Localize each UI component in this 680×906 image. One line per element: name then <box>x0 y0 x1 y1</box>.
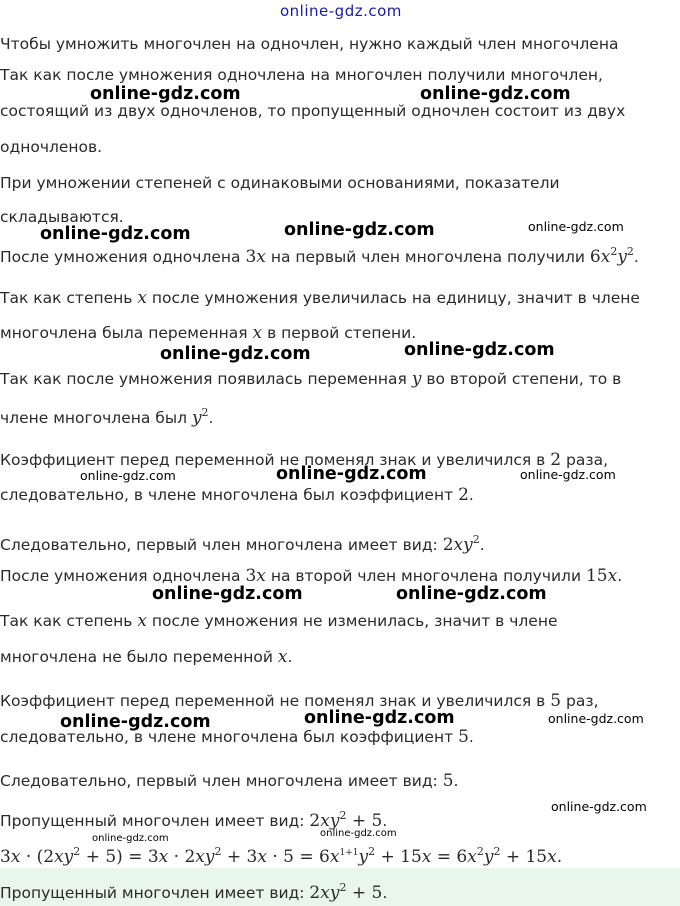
watermark: online-gdz.com <box>60 712 211 732</box>
math: 2 <box>458 485 469 505</box>
text: в первой степени. <box>267 324 417 342</box>
math: . <box>468 728 474 746</box>
math: y <box>617 247 627 267</box>
text: Так как после умножения появилась переменная <box>0 370 407 388</box>
text: следовательно, в члене многочлена был коэффициент <box>0 728 454 746</box>
text: члене многочлена был <box>0 409 187 427</box>
math: . <box>453 772 459 790</box>
math: 2 <box>309 883 321 903</box>
math: y <box>411 369 422 389</box>
paragraph-line <box>0 242 639 267</box>
watermark: online-gdz.com <box>551 799 647 814</box>
watermark: online-gdz.com <box>420 84 571 104</box>
paragraph-line: Так как после умножения одночлена на многочлен получили многочлен, <box>0 66 603 84</box>
text: Коэффициент перед переменной не поменял знак и увеличился в <box>0 451 546 469</box>
math: x <box>453 535 464 555</box>
math: 2 <box>550 450 562 470</box>
math: 5 <box>458 727 469 747</box>
text: многочлена не было переменной <box>0 648 273 666</box>
watermark: online-gdz.com <box>284 220 435 240</box>
paragraph-line: складываются. <box>0 208 124 226</box>
math: 2 <box>472 533 480 546</box>
math: y <box>329 811 340 831</box>
math: y <box>329 883 340 903</box>
watermark: online-gdz.com <box>528 219 624 234</box>
paragraph-line <box>0 727 474 747</box>
watermark: online-gdz.com <box>40 224 191 244</box>
text: раз, <box>566 692 599 710</box>
math: x <box>252 323 263 343</box>
watermark-top: online-gdz.com <box>280 2 402 20</box>
watermark: online-gdz.com <box>404 340 555 360</box>
text: после умножения увеличилась на единицу, значит в члене <box>151 289 640 307</box>
watermark: online-gdz.com <box>152 584 303 604</box>
math: 5 <box>550 691 562 711</box>
math: 2 <box>309 811 321 831</box>
math: 2 <box>201 406 209 419</box>
math: 6 <box>589 247 601 267</box>
math: 3 <box>245 566 257 586</box>
watermark: online-gdz.com <box>320 828 397 839</box>
math: y <box>191 408 202 428</box>
text: следовательно, в члене многочлена был коэффициент <box>0 486 454 504</box>
text: на второй член многочлена получили <box>270 567 582 585</box>
math: 2 <box>442 535 454 555</box>
text: Так как степень <box>0 612 133 630</box>
math: x <box>600 247 611 267</box>
text: Пропущенный многочлен имеет вид: <box>0 884 305 902</box>
text: Следовательно, первый член многочлена имеет вид: <box>0 536 438 554</box>
math: 3 <box>245 247 257 267</box>
paragraph-line <box>0 771 458 791</box>
math: . <box>479 536 485 554</box>
text: Следовательно, первый член многочлена имеет вид: <box>0 772 438 790</box>
math: . <box>633 248 639 266</box>
paragraph-line <box>0 288 640 308</box>
paragraph-line <box>0 485 474 505</box>
math: + 5 <box>346 811 383 831</box>
math: 1+1 <box>339 848 359 858</box>
text: Коэффициент перед переменной не поменял знак и увеличился в <box>0 692 546 710</box>
text: Пропущенный многочлен имеет вид: <box>0 812 305 830</box>
paragraph-line <box>0 566 622 586</box>
math: x <box>256 247 266 267</box>
paragraph-line <box>0 806 387 831</box>
watermark: online-gdz.com <box>92 833 169 844</box>
paragraph-line <box>0 403 213 428</box>
paragraph-line <box>0 691 599 711</box>
text: раза, <box>566 451 609 469</box>
math: . <box>468 486 474 504</box>
math: 15 <box>585 566 608 586</box>
paragraph-line <box>0 530 485 555</box>
paragraph-line <box>0 611 558 631</box>
math: 2 <box>339 809 347 822</box>
paragraph-line <box>0 323 416 343</box>
equation: $3x \cdot (2xy^2 + 5) = 3x \cdot 2xy^2 + 3x \cdot 5 = 6x^{1+1}y^2 + 15x = 6x^2y^2 + 15x$. <box>0 845 563 867</box>
watermark: online-gdz.com <box>90 84 241 104</box>
math: y <box>463 535 473 555</box>
math: x <box>137 288 147 308</box>
math: . <box>382 812 388 830</box>
watermark: online-gdz.com <box>304 708 455 728</box>
watermark: online-gdz.com <box>396 584 547 604</box>
watermark: online-gdz.com <box>160 344 311 364</box>
math: x <box>277 647 288 667</box>
watermark: online-gdz.com <box>548 711 644 726</box>
math: x <box>256 566 266 586</box>
math: x <box>320 811 330 831</box>
text: После умножения одночлена <box>0 248 241 266</box>
math: + 5 <box>346 883 383 903</box>
text: После умножения одночлена <box>0 567 241 585</box>
paragraph-line <box>0 369 621 389</box>
text: после умножения не изменилась, значит в члене <box>151 612 558 630</box>
math: 2 <box>339 881 347 894</box>
math: x <box>137 611 147 631</box>
text: на первый член многочлена получили <box>270 248 585 266</box>
math: . <box>208 409 214 427</box>
math: 5 <box>442 771 454 791</box>
math: . <box>287 648 293 666</box>
math: x <box>320 883 330 903</box>
paragraph-line: одночленов. <box>0 138 103 156</box>
watermark: online-gdz.com <box>520 467 616 482</box>
paragraph-line: При умножении степеней с одинаковыми основаниями, показатели <box>0 174 560 192</box>
math: 2 <box>610 245 618 258</box>
text: многочлена была переменная <box>0 324 248 342</box>
paragraph-line <box>0 647 292 667</box>
watermark: online-gdz.com <box>80 468 176 483</box>
answer-line <box>0 878 387 903</box>
paragraph-line: Чтобы умножить многочлен на одночлен, нужно каждый член многочлена <box>0 35 619 53</box>
math: 2 <box>626 245 634 258</box>
text: Так как степень <box>0 289 133 307</box>
paragraph-line: состоящий из двух одночленов, то пропущенный одночлен состоит из двух <box>0 102 626 120</box>
math: . <box>617 567 623 585</box>
paragraph-line <box>0 450 608 470</box>
text: во второй степени, то в <box>426 370 622 388</box>
math: . <box>382 884 388 902</box>
watermark: online-gdz.com <box>276 464 427 484</box>
math: x <box>607 566 618 586</box>
